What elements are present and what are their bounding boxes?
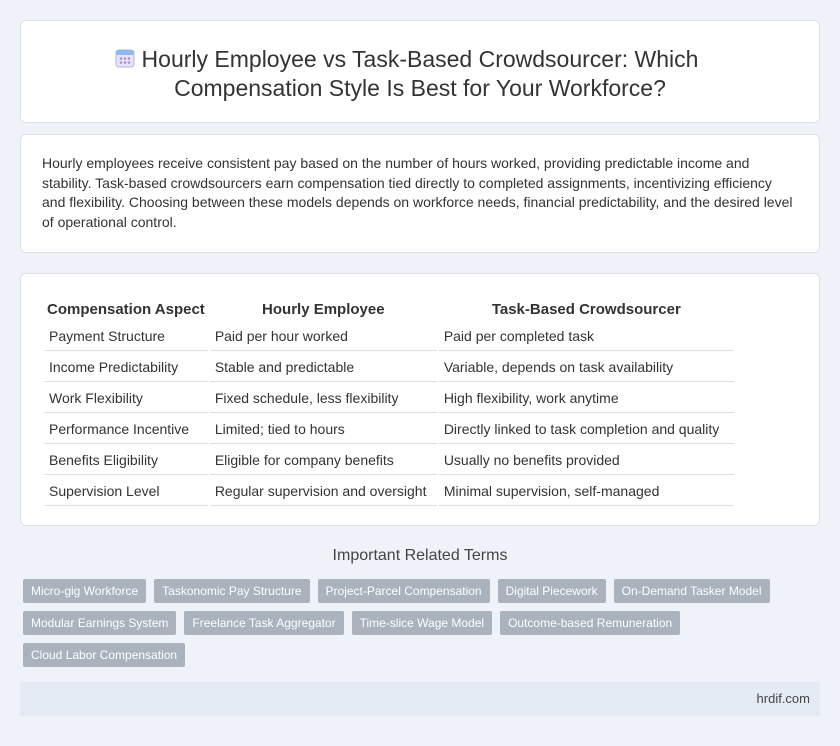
table-row [44, 322, 734, 351]
header-compensation-aspect: Compensation Aspect [47, 300, 205, 318]
related-term-tag[interactable]: Modular Earnings System [23, 611, 176, 635]
related-term-tag[interactable]: Freelance Task Aggregator [184, 611, 343, 635]
table-header-row [44, 298, 734, 320]
related-term-tag[interactable]: Time-slice Wage Model [352, 611, 492, 635]
table-cell: Income Predictability [44, 353, 208, 382]
intro-paragraph: Hourly employees receive consistent pay based on the number of hours worked, providing predictable income and stability. Task-based crowdsourcers earn compensation tied directly to completed assignments, incentivizing efficiency and flexibility. Choosing between these models depends on workforce needs, financial predictability, and the desired level of operational control. [42, 155, 793, 230]
table-cell: Variable, depends on task availability [439, 353, 734, 382]
table-cell: Stable and predictable [210, 353, 437, 382]
table-row [44, 384, 734, 413]
related-term-tag[interactable]: Cloud Labor Compensation [23, 643, 185, 667]
table-cell: Eligible for company benefits [210, 446, 437, 475]
header-task-based-crowdsourcer: Task-Based Crowdsourcer [491, 300, 681, 318]
title-card [20, 20, 820, 123]
table-cell: Fixed schedule, less flexibility [210, 384, 437, 413]
table-row [44, 353, 734, 382]
intro-card [20, 134, 820, 253]
table-row [44, 415, 734, 444]
table-cell: Supervision Level [44, 477, 208, 506]
table-cell: Minimal supervision, self-managed [439, 477, 734, 506]
footer-site-link[interactable]: hrdif.com [756, 691, 810, 706]
table-row [44, 477, 734, 506]
header-hourly-employee: Hourly Employee [262, 300, 385, 318]
table-row [44, 446, 734, 475]
table-cell: Paid per hour worked [210, 322, 437, 351]
related-term-tag[interactable]: Micro-gig Workforce [23, 579, 146, 603]
footer [20, 682, 820, 716]
table-cell: Performance Incentive [44, 415, 208, 444]
table-cell: Benefits Eligibility [44, 446, 208, 475]
table-cell: Work Flexibility [44, 384, 208, 413]
table-cell: Paid per completed task [439, 322, 734, 351]
table-cell: Payment Structure [44, 322, 208, 351]
comparison-table [42, 296, 736, 508]
related-term-tag[interactable]: Digital Piecework [498, 579, 606, 603]
related-term-tag[interactable]: On-Demand Tasker Model [614, 579, 770, 603]
table-cell: Limited; tied to hours [210, 415, 437, 444]
table-cell: High flexibility, work anytime [439, 384, 734, 413]
table-cell: Regular supervision and oversight [210, 477, 437, 506]
table-cell: Usually no benefits provided [439, 446, 734, 475]
related-term-tag[interactable]: Taskonomic Pay Structure [154, 579, 309, 603]
related-term-tag[interactable]: Outcome-based Remuneration [500, 611, 680, 635]
table-cell: Directly linked to task completion and quality [439, 415, 734, 444]
comparison-table-card [20, 273, 820, 526]
page-title: Hourly Employee vs Task-Based Crowdsourcer: Which Compensation Style Is Best for Your Workforce? [141, 46, 699, 101]
related-terms-heading: Important Related Terms [332, 547, 508, 564]
related-term-tag[interactable]: Project-Parcel Compensation [318, 579, 490, 603]
related-terms-list [23, 579, 783, 667]
